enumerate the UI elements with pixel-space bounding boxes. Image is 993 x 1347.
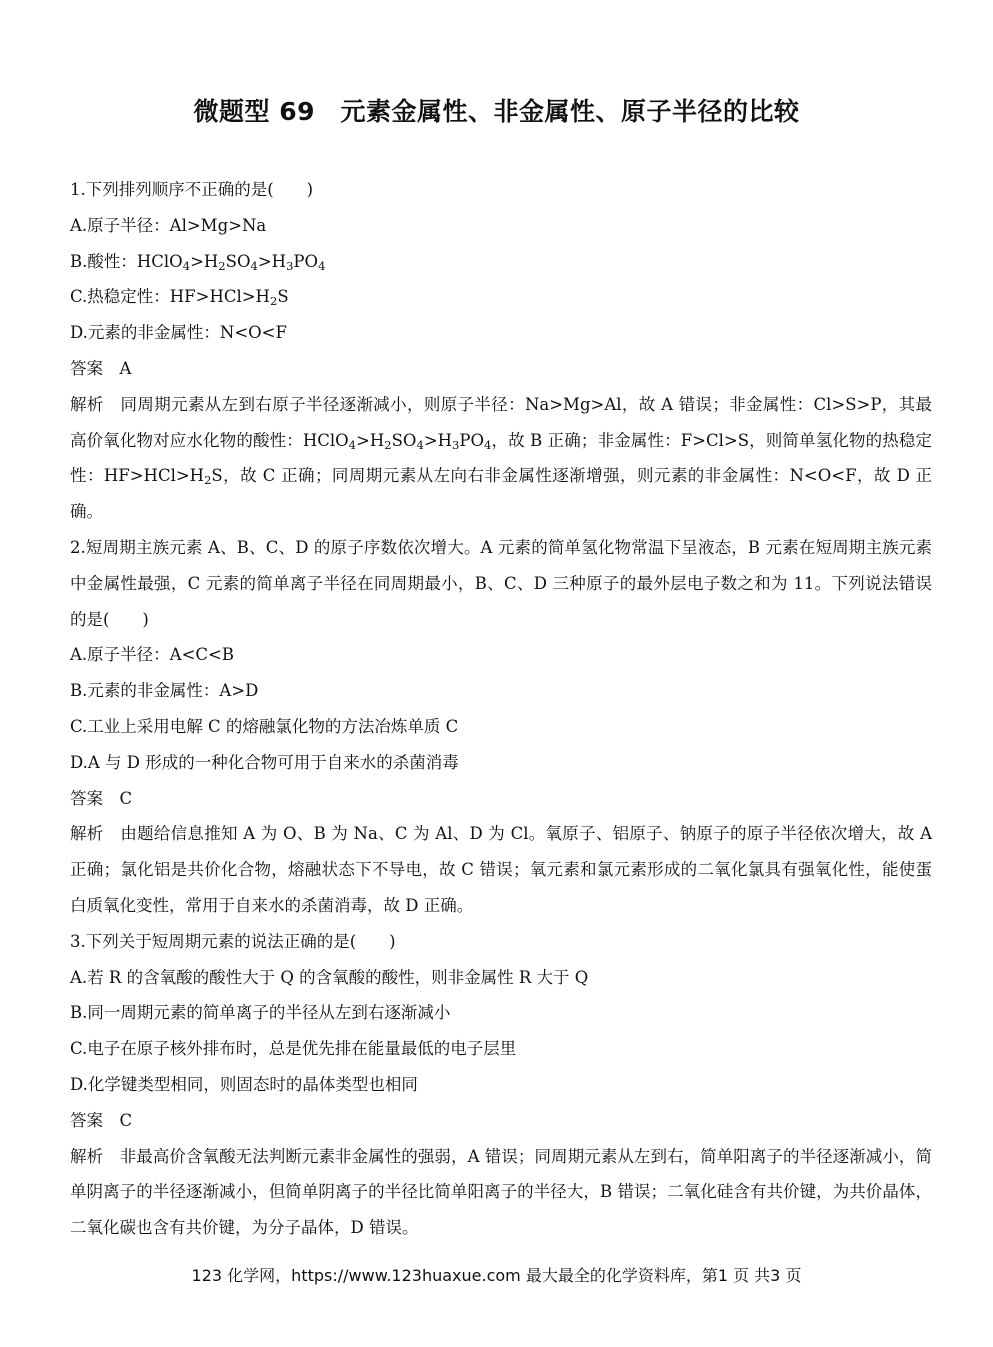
question-stem: 1.下列排列顺序不正确的是( ) — [70, 180, 314, 199]
option-c: C.电子在原子核外排布时，总是优先排在能量最低的电子层里 — [70, 1039, 517, 1059]
question-stem: 2.短周期主族元素 A、B、C、D 的原子序数依次增大。A 元素的简单氢化物常温下呈液态，B 元素在短周期主族元素中金属性最强，C 元素的简单离子半径在同周期最小，B、C、D 三种原子的最外层电子数之和为 11。下列说法错误的是( ) — [70, 537, 932, 629]
answer: 答案 C — [70, 1110, 133, 1130]
option-a: A.若 R 的含氧酸的酸性大于 Q 的含氧酸的酸性，则非金属性 R 大于 Q — [70, 967, 589, 987]
option-a: A.原子半径：A<C<B — [70, 645, 234, 665]
question-2 — [70, 530, 932, 924]
option-b: B.同一周期元素的简单离子的半径从左到右逐渐减小 — [70, 1003, 451, 1023]
option-a: A.原子半径：Al>Mg>Na — [70, 215, 267, 235]
option-d: D.A 与 D 形成的一种化合物可用于自来水的杀菌消毒 — [70, 752, 459, 772]
question-list — [70, 172, 932, 1246]
option-b: B.酸性：$HClO_4>H_2SO_4>H_3PO_4$ — [70, 251, 326, 273]
option-c: C.热稳定性：$HF>HCl>H_2S$ — [70, 287, 289, 309]
analysis: 解析 由题给信息推知 A 为 O、B 为 Na、C 为 Al、D 为 Cl。氧原子、铝原子、钠原子的原子半径依次增大，故 A 正确；氯化铝是共价化合物，熔融状态下不导电，故 C 错误；氧元素和氯元素形成的二氧化氯具有强氧化性，能使蛋白质氧化变性，常用于自来水的杀菌消毒，故 D 正确。 — [70, 824, 932, 915]
question-1 — [70, 172, 932, 530]
question-stem: 3.下列关于短周期元素的说法正确的是( ) — [70, 931, 396, 951]
answer: 答案 C — [70, 788, 133, 808]
option-d: D.元素的非金属性：N<O<F — [70, 323, 287, 343]
analysis: 解析 非最高价含氧酸无法判断元素非金属性的强弱，A 错误；同周期元素从左到右，简单阳离子的半径逐渐减小，简单阴离子的半径逐渐减小，但简单阴离子的半径比简单阳离子的半径大，B 错误；二氧化硅含有共价键，为共价晶体，二氧化碳也含有共价键，为分子晶体，D 错误。 — [70, 1146, 932, 1238]
option-d: D.化学键类型相同，则固态时的晶体类型也相同 — [70, 1074, 418, 1094]
question-3 — [70, 924, 932, 1246]
answer: 答案 A — [70, 358, 132, 378]
option-b: B.元素的非金属性：A>D — [70, 681, 259, 701]
analysis: 解析 同周期元素从左到右原子半径逐渐减小，则原子半径：Na>Mg>Al，故 A 错误；非金属性：Cl>S>P，其最高价氧化物对应水化物的酸性：$HClO_4>H_2SO_4>H_3PO_4$，故 B 正确；非金属性：F>Cl>S，则简单氢化物的热稳定性：$HF>HCl>H_2S$，故 C 正确；同周期元素从左向右非金属性逐渐增强，则元素的非金属性：N<O<F，故 D 正确。 — [70, 394, 932, 522]
page-title: 微题型 69 元素金属性、非金属性、原子半径的比较 — [193, 97, 800, 126]
page-footer: 123 化学网，https://www.123huaxue.com 最大最全的化学资料库，第1 页 共3 页 — [191, 1266, 802, 1285]
option-c: C.工业上采用电解 C 的熔融氯化物的方法冶炼单质 C — [70, 716, 459, 736]
